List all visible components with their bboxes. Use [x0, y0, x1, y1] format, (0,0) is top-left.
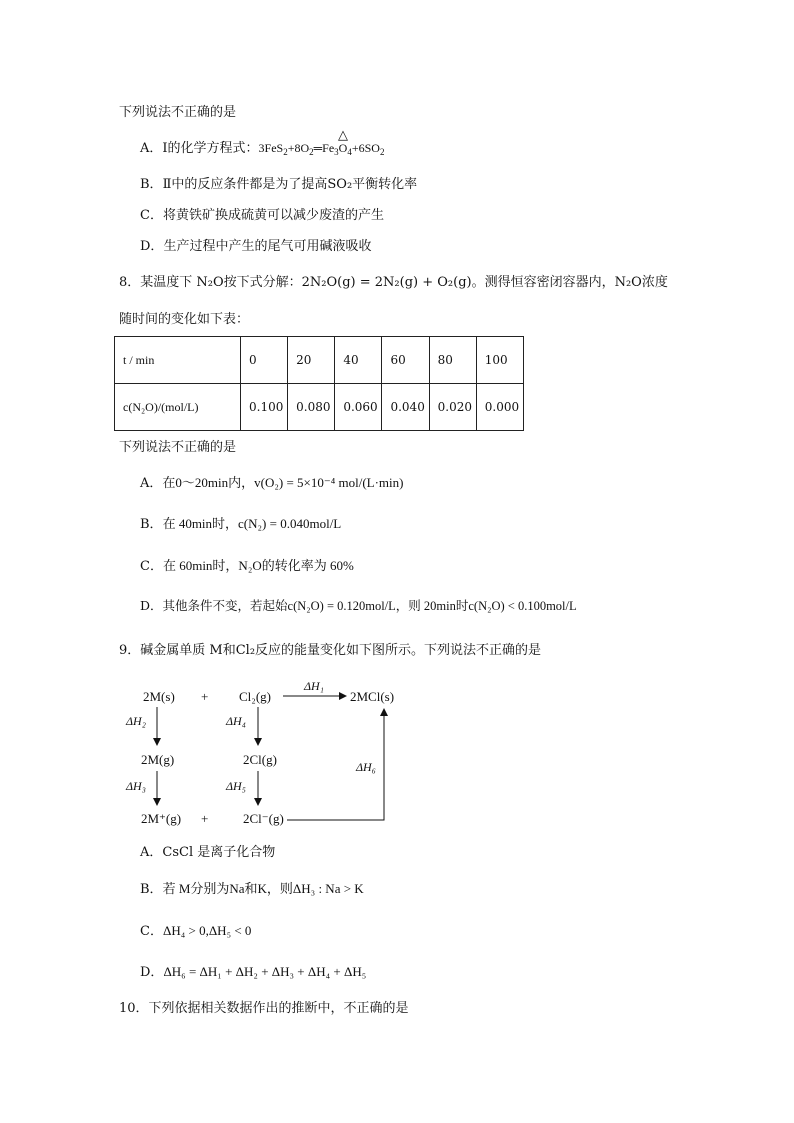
option-text: ΔH₄ > 0,ΔH₅ < 0 — [162, 923, 252, 938]
q9-option-a — [140, 846, 275, 859]
table-header-concentration: c(N₂O)/(mol/L) — [115, 384, 241, 431]
q10-stem: 10．下列依据相关数据作出的推断中，不正确的是 — [119, 1001, 409, 1016]
label-plus-bottom: + — [201, 811, 209, 826]
table-cell: 100 — [476, 337, 523, 384]
option-text: Ⅱ中的反应条件都是为了提高SO₂平衡转化率 — [162, 177, 418, 192]
option-key: C． — [140, 559, 163, 574]
option-key: B． — [140, 177, 163, 192]
table-cell: 0 — [241, 337, 288, 384]
table-cell: 60 — [382, 337, 429, 384]
option-text: ΔH₆ = ΔH₁ + ΔH₂ + ΔH₃ + ΔH₄ + ΔH₅ — [163, 964, 367, 979]
option-key: D． — [140, 965, 164, 980]
label-cl2-gas: Cl₂(g) — [239, 689, 271, 704]
option-text: 将黄铁矿换成硫黄可以减少废渣的产生 — [162, 208, 384, 223]
q9-option-c — [140, 924, 251, 938]
heating-condition-symbol: △ — [338, 128, 348, 143]
option-key: C． — [140, 924, 163, 939]
label-m-ion: 2M⁺(g) — [141, 811, 182, 826]
label-dh1: ΔH₁ — [304, 679, 324, 693]
option-text: 若 M分别为Na和K，则ΔH₃ : Na > K — [162, 881, 364, 896]
option-key: D． — [140, 598, 163, 613]
label-m-solid: 2M(s) — [143, 689, 175, 704]
label-dh3: ΔH₃ — [126, 779, 146, 793]
table-cell: 0.080 — [288, 384, 335, 431]
label-plus-top: + — [201, 689, 209, 704]
label-cl-ion: 2Cl⁻(g) — [243, 811, 284, 826]
option-key: B． — [140, 517, 163, 532]
q9-stem: 9．碱金属单质 M和Cl₂反应的能量变化如下图所示。下列说法不正确的是 — [119, 643, 542, 658]
option-key: A． — [140, 141, 163, 156]
q9-option-b — [140, 882, 364, 896]
option-key: D． — [140, 239, 164, 254]
q8-prompt: 下列说法不正确的是 — [119, 440, 237, 455]
label-cl-gas: 2Cl(g) — [243, 752, 277, 767]
label-product: 2MCl(s) — [350, 689, 395, 704]
table-header-time: t / min — [115, 337, 241, 384]
table-cell: 20 — [288, 337, 335, 384]
table-cell: 0.060 — [335, 384, 382, 431]
option-text: 在0～20min内，v(O₂) = 5×10⁻⁴ mol/(L·min) — [162, 475, 404, 490]
label-dh5: ΔH₅ — [226, 779, 246, 793]
table-cell: 0.040 — [382, 384, 429, 431]
option-text: CsCl 是离子化合物 — [162, 845, 276, 860]
table-cell: 80 — [429, 337, 476, 384]
option-text: 其他条件不变，若起始c(N₂O) = 0.120mol/L，则 20min时c(N₂O) < 0.100mol/L — [162, 599, 577, 613]
option-key: A． — [140, 845, 163, 860]
q9-option-d — [140, 965, 366, 979]
table-cell: 0.100 — [241, 384, 288, 431]
q7-prompt: 下列说法不正确的是 — [119, 105, 237, 120]
option-key: B． — [140, 882, 163, 897]
option-text: 生产过程中产生的尾气可用碱液吸收 — [163, 239, 372, 254]
q8-stem-line2: 随时间的变化如下表： — [119, 312, 250, 327]
option-key: C． — [140, 208, 163, 223]
table-cell: 40 — [335, 337, 382, 384]
option-text: 在 40min时，c(N₂) = 0.040mol/L — [162, 516, 342, 531]
label-dh6: ΔH₆ — [356, 760, 376, 774]
option-key: A． — [140, 476, 163, 491]
option-text: 在 60min时，N₂O的转化率为 60% — [162, 558, 354, 573]
q7-equation: $3FeS_2+8O_2═Fe_3O_4+6SO_2$ — [258, 141, 385, 157]
option-text: Ⅰ的化学方程式： — [162, 141, 259, 156]
label-dh2: ΔH₂ — [126, 714, 146, 728]
table-cell: 0.000 — [476, 384, 523, 431]
label-dh4: ΔH₄ — [226, 714, 246, 728]
label-m-gas: 2M(g) — [141, 752, 175, 767]
q8-stem-line1: 8．某温度下 N₂O按下式分解：2N₂O(g) = 2N₂(g) + O₂(g)。测得恒容密闭容器内，N₂O浓度 — [119, 275, 668, 290]
table-cell: 0.020 — [429, 384, 476, 431]
